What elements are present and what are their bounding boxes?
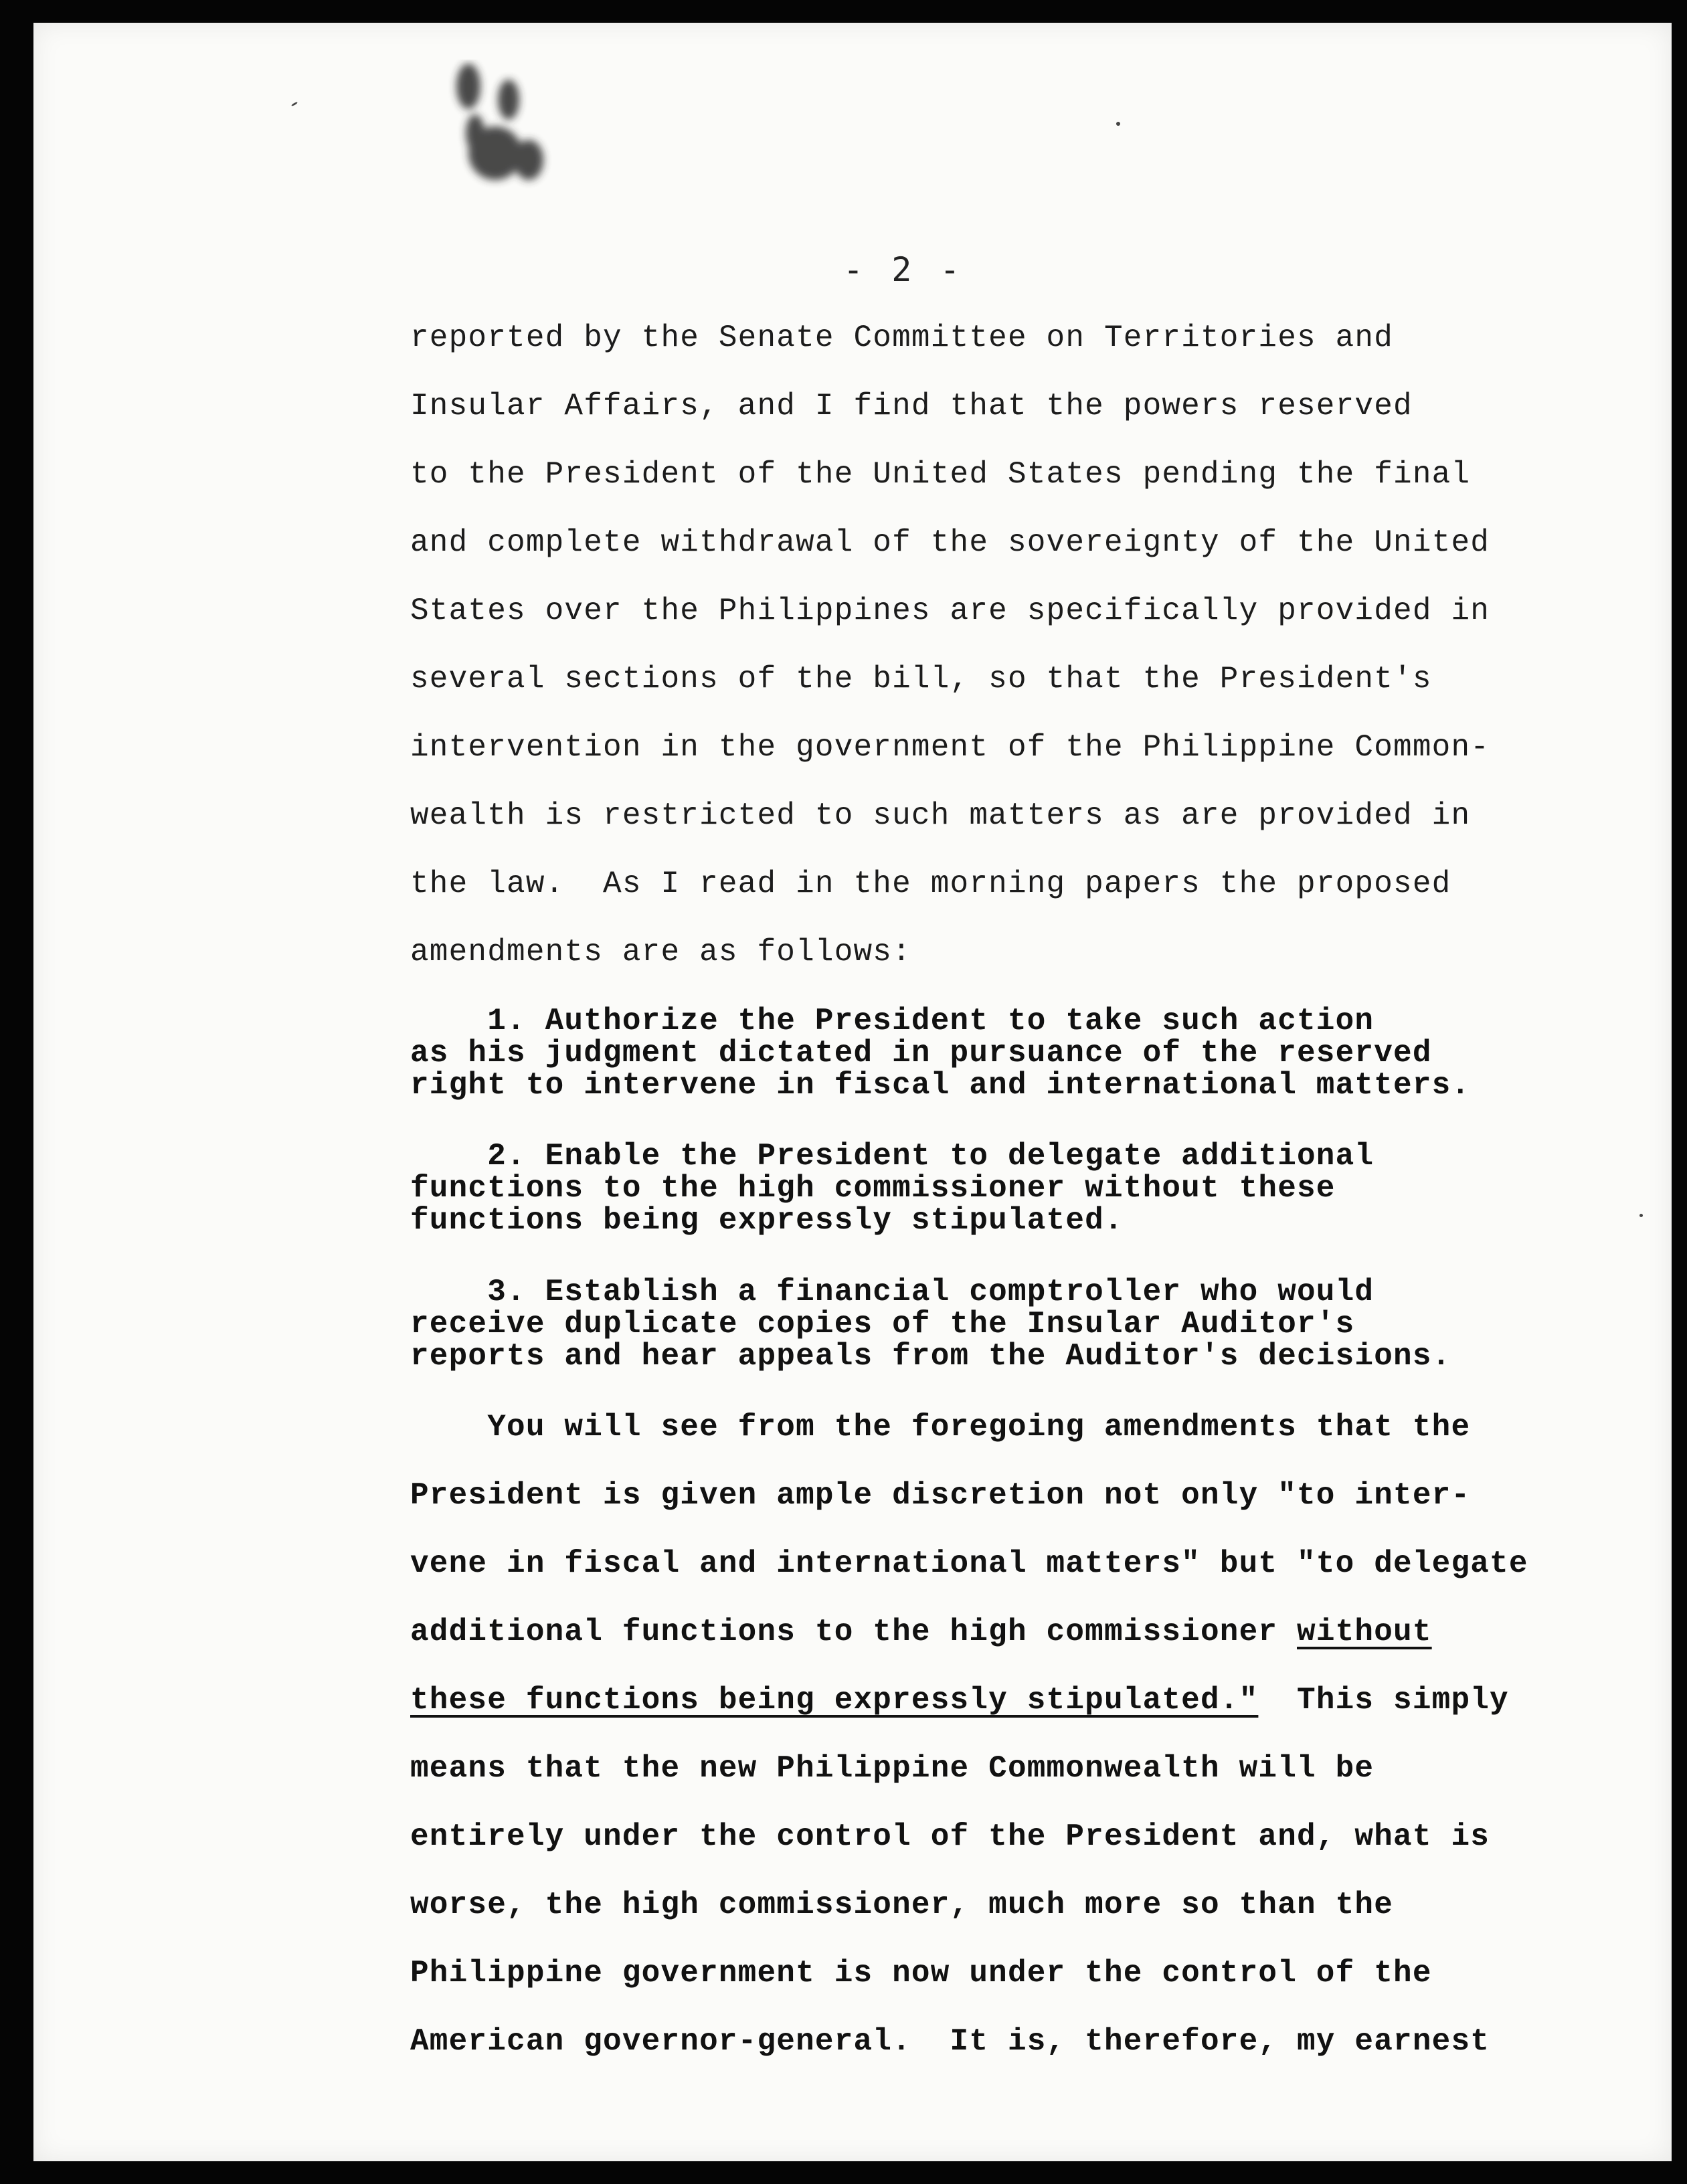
- amendment-line: 2. Enable the President to delegate additional: [410, 1139, 1374, 1174]
- amendment-2: [410, 1140, 1374, 1237]
- body-line: vene in fiscal and international matters" but "to delegate: [410, 1546, 1528, 1581]
- body-line: amendments are as follows:: [410, 935, 911, 970]
- page-number: - 2 -: [843, 250, 964, 289]
- ink-blot-icon: [435, 60, 555, 193]
- amendment-line: receive duplicate copies of the Insular Auditor's: [410, 1307, 1355, 1342]
- amendment-1: [410, 1005, 1470, 1101]
- amendment-line: functions to the high commissioner without these: [410, 1171, 1336, 1206]
- amendment-line: reports and hear appeals from the Auditor's decisions.: [410, 1339, 1451, 1374]
- body-line: Philippine government is now under the control of the: [410, 1956, 1432, 1991]
- body-line: Insular Affairs, and I find that the powers reserved: [410, 389, 1413, 424]
- body-line: wealth is restricted to such matters as are provided in: [410, 798, 1471, 833]
- body-line: [410, 1615, 1432, 1649]
- body-line: American governor-general. It is, therefore, my earnest: [410, 2024, 1490, 2059]
- body-line: the law. As I read in the morning papers the proposed: [410, 867, 1451, 901]
- amendment-3: [410, 1276, 1451, 1372]
- body-line: entirely under the control of the President and, what is: [410, 1819, 1490, 1854]
- amendment-line: as his judgment dictated in pursuance of the reserved: [410, 1036, 1432, 1071]
- scan-speck: [291, 102, 298, 107]
- body-line: intervention in the government of the Philippine Common-: [410, 730, 1490, 765]
- body-line: to the President of the United States pending the final: [410, 457, 1471, 492]
- body-text: additional functions to the high commissioner: [410, 1615, 1298, 1649]
- body-line: worse, the high commissioner, much more so than the: [410, 1888, 1394, 1922]
- body-line: and complete withdrawal of the sovereignty of the United: [410, 525, 1490, 560]
- amendment-line: 3. Establish a financial comptroller who would: [410, 1275, 1374, 1309]
- document-page: [33, 23, 1672, 2161]
- body-text: This simply: [1258, 1683, 1509, 1718]
- underlined-text: these functions being expressly stipulated.": [410, 1683, 1259, 1718]
- body-line: reported by the Senate Committee on Territories and: [410, 321, 1394, 355]
- underlined-text: without: [1297, 1615, 1432, 1649]
- body-line: [410, 1683, 1509, 1718]
- scan-speck: [1639, 1214, 1643, 1217]
- body-line: President is given ample discretion not only "to inter-: [410, 1478, 1471, 1513]
- amendment-line: functions being expressly stipulated.: [410, 1203, 1124, 1238]
- amendment-line: right to intervene in fiscal and international matters.: [410, 1068, 1471, 1103]
- body-line: States over the Philippines are specifically provided in: [410, 594, 1490, 628]
- amendment-line: 1. Authorize the President to take such action: [410, 1004, 1374, 1038]
- body-line: means that the new Philippine Commonwealth will be: [410, 1751, 1374, 1786]
- scan-speck: [1116, 122, 1120, 126]
- body-line: several sections of the bill, so that the President's: [410, 662, 1432, 697]
- body-line: You will see from the foregoing amendments that the: [410, 1410, 1471, 1445]
